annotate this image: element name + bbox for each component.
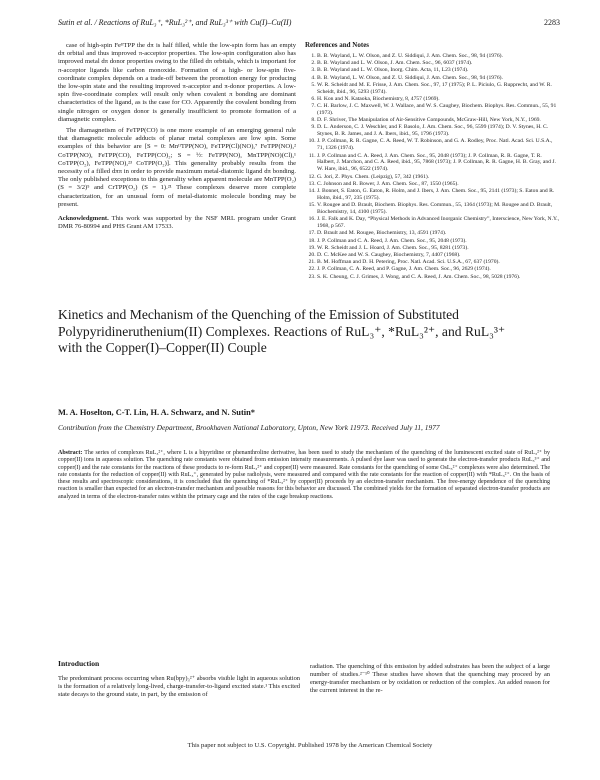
references-section xyxy=(305,42,560,281)
reference-item: 6. H. Kon and N. Kataoka, Biochemistry, 8, 4757 (1969). xyxy=(317,96,560,103)
intro-text-left: The predominant process occurring when Ru(bpy)₃²⁺ absorbs visible light in aqueous solution is the formation of a relatively long-lived, charge-transfer-to-ligand excited state.¹ This excited state decays to the ground state, in part, by the emission of xyxy=(58,675,301,698)
abstract xyxy=(58,450,550,501)
reference-item: 17. D. Brault and M. Rougee, Biochemistry, 13, 4591 (1974). xyxy=(317,230,560,237)
abstract-text: The series of complexes RuL₃²⁺, where L is a bipyridine or phenanthroline derivative, has been used to study the mechanism of the quenching of the luminescent excited state of RuL₃²⁺ by copper(II) ions in aqueous solution. The quenching rate constants were obtained from emission intensity measurements. A pulsed dye laser was used to generate the electron-transfer products RuL₃³⁺ and copper(I) and the rate constants for the reactions of these products to re-form RuL₃²⁺ and copper(II) were measured. Rate constants for the quenching of some OsL₃²⁺ complexes were also determined. The rate constants for the reduction of copper(II) with RuL₃⁺, generated by pulse radiolysis, were measured and compared with the rate constants for the reaction of copper(II) with *RuL₃²⁺. On the basis of these results and spectroscopic considerations, it is concluded that the quenching of *RuL₃²⁺ by copper(II) proceeds by an electron-transfer mechanism. The free-energy dependence of the quenching reaction is smaller than expected for an electron-transfer mechanism and possible reasons for this behavior are discussed. The combined yields for the formation of separated electron-transfer products are analyzed in terms of the electron-transfer rates within the primary cage and the rates of the cage breakup reactions. xyxy=(58,450,550,500)
reference-item: 19. W. R. Scheidt and J. L. Hoard, J. Am. Chem. Soc., 95, 8281 (1973). xyxy=(317,245,560,252)
reference-item: 5. W. R. Scheidt and M. E. Frisse, J. Am. Chem. Soc., 97, 17 (1975); P. L. Piciulo, G. Rupprecht, and W. R. Scheidt, ibid., 96, 5293 (1974). xyxy=(317,82,560,96)
reference-item: 16. J. E. Falk and K. Day, “Physical Methods in Advanced Inorganic Chemistry”, Interscience, New York, N.Y., 1968, p 567. xyxy=(317,216,560,230)
reference-item: 22. J. P. Collman, C. A. Reed, and P. Gagne, J. Am. Chem. Soc., 96, 2629 (1974). xyxy=(317,266,560,273)
reference-item: 14. J. Bonnet, S. Eaton, G. Eaton, R. Holm, and J. Ibers, J. Am. Chem. Soc., 95, 2141 (1973); S. Eaton and R. Holm, ibid., 97, 235 (1975). xyxy=(317,188,560,202)
reference-item: 4. B. B. Wayland, L. W. Olson, and Z. U. Siddiqui, J. Am. Chem. Soc., 98, 94 (1976). xyxy=(317,75,560,82)
reference-item: 15. V. Rougee and D. Brault, Biochem. Biophys. Res. Commun., 55, 1364 (1973); M. Rougee and D. Brault, Biochemistry, 14, 4100 (1975). xyxy=(317,202,560,216)
article-authors: M. A. Hoselton, C-T. Lin, H. A. Schwarz, and N. Sutin* xyxy=(58,408,255,417)
reference-item: 8. D. F. Shriver, The Manipulation of Air-Sensitive Compounds, McGraw-Hill, New York, N.Y., 1969. xyxy=(317,117,560,124)
reference-item: 23. S. K. Cheung, C. J. Grimes, J. Wong, and C. A. Reed, J. Am. Chem. Soc., 98, 5028 (1976). xyxy=(317,274,560,281)
reference-item: 1. B. B. Wayland, L. W. Olson, and Z. U. Siddiqui, J. Am. Chem. Soc., 98, 94 (1976). xyxy=(317,53,560,60)
acknowledgment-text: This work was supported by the NSF MRL program under Grant DMR 76-80994 and PHS Grant AM 17533. xyxy=(58,215,297,231)
contribution-line: Contribution from the Chemistry Department, Brookhaven National Laboratory, Upton, New York 11973. Received July 11, 1977 xyxy=(58,423,440,432)
reference-item: 7. C. H. Barlow, J. C. Maxwell, W. J. Wallace, and W. S. Caughey, Biochem. Biophys. Res. Commun., 55, 91 (1973). xyxy=(317,103,560,117)
reference-item: 9. D. L. Anderson, C. J. Weschler, and F. Basolo, J. Am. Chem. Soc., 96, 5599 (1974); D. V. Stynes, H. C. Stynes, B. R. James, and J. A. Ibers, ibid., 95, 1796 (1973). xyxy=(317,124,560,138)
reference-item: 2. B. B. Wayland and L. W. Olson, J. Am. Chem. Soc., 96, 6037 (1974). xyxy=(317,60,560,67)
running-header xyxy=(58,18,560,30)
references-heading: References and Notes xyxy=(305,41,370,49)
body-paragraph: case of high-spin FeᴵᴵTPP the dπ is half filled, while the low-spin form has an empty dπ orbital and thus improved π-acceptor properties. The low-spin configuration also has improved metal dπ donor properties owing to the filled dπ orbitals, which is important for π-acceptor ligands like carbon monoxide. Formation of a high- or low-spin five-coordinate complex depends on a trade-off between the promotion energy for producing the low-spin state and the resulting improved π-acceptor and π-donor properties. A low-spin five-coordinate complex will result only when covalent π bonding are dominant characteristics of the ligand, as is the case for CO. Apparently the covalent bonding from single nitrogen or oxygen donor is generally insufficient to promote formation of a diamagnetic complex. xyxy=(58,42,296,123)
abstract-label: Abstract: xyxy=(58,450,83,456)
running-title: Sutin et al. / Reactions of RuL₃⁺, *RuL₃²⁺, and RuL₃³⁺ with Cu(I)–Cu(II) xyxy=(58,18,292,27)
reference-item: 20. D. C. McKee and W. S. Caughey, Biochemistry, 7, 4407 (1968). xyxy=(317,252,560,259)
acknowledgment-label: Acknowledgment. xyxy=(58,215,109,223)
copyright-footnote: This paper not subject to U.S. Copyright. Published 1978 by the American Chemical Society xyxy=(187,742,433,749)
reference-item: 18. J. P. Collman and C. A. Reed, J. Am. Chem. Soc., 95, 2048 (1973). xyxy=(317,238,560,245)
intro-text-right: radiation. The quenching of this emission by added substrates has been the subject of a large number of studies.²⁻¹⁰ These studies have shown that the quenching may proceed by an energy-transfer mechanism or by oxidation or reduction of the complex. An added reason for the current interest in the re- xyxy=(310,663,550,694)
reference-item: 12. G. Jori, Z. Phys. Chem. (Leipzig), 57, 342 (1961). xyxy=(317,174,560,181)
reference-item: 10. J. P. Collman, R. R. Gagne, C. A. Reed, W. T. Robinson, and G. A. Rodley, Proc. Natl. Acad. Sci. U.S.A., 71, 1326 (1974). xyxy=(317,138,560,152)
reference-item: 13. C. Johnson and R. Bower, J. Am. Chem. Soc., 87, 1550 (1965). xyxy=(317,181,560,188)
body-paragraph: The diamagnetism of FeTPP(CO) is one more example of an emerging general rule that diamagnetic molecule adducts of planar metal complexes are low spin. Some examples of this behavior are [S = 0: MnᴵᴵTPP(NO), FeTPP(Cl)(NO),⁷ FeTPP(NO),² CoTPP(NO), FeTPP(CO), FeTPP(CO)₂; S = ½: FeTPP(NO), MnTPP(NO)(Cl),¹ CoTPP(O₂), FeTPP(NO),²³ CoTPP(O₂)]. This generality probably results from the necessity of a filled dππ in order to provide maximum metal-diatomic ligand dπ bonding. The only published exceptions to this generality when apparent molecule are MnTPP(O₂) (S = 3/2)⁵ and CrTPP(O₂) (S = 1).²¹ These complexes deserve more complete characterization, for an unusual form of metal-diatomic molecule bonding may be present. xyxy=(58,127,296,208)
references-list xyxy=(305,53,560,281)
reference-item: 11. J. P. Collman and C. A. Reed, J. Am. Chem. Soc., 95, 2048 (1973); J. P. Collman, R. R. Gagne, T. R. Halbert, J. Marchon, and C. A. Reed, ibid., 95, 7868 (1973); J. P. Collman, R. R. Gagne, H. B. Gray, and J. W. Hare, ibid., 96, 6522 (1974). xyxy=(317,153,560,174)
reference-item: 3. B. B. Wayland and L. W. Olson, Inorg. Chim. Acta, 11, L23 (1974). xyxy=(317,67,560,74)
reference-item: 21. B. M. Hoffman and D. H. Petering, Proc. Natl. Acad. Sci. U.S.A., 67, 637 (1970). xyxy=(317,259,560,266)
left-column xyxy=(58,42,296,234)
section-heading-introduction: Introduction xyxy=(58,659,100,668)
article-title: Kinetics and Mechanism of the Quenching of the Emission of Substituted Polypyridineruthenium(II) Complexes. Reactions of RuL₃⁺, *RuL₃²⁺, and RuL₃³⁺ with the Copper(I)–Copper(II) Couple xyxy=(58,307,506,355)
page-number: 2283 xyxy=(544,18,560,27)
acknowledgment xyxy=(58,215,296,231)
